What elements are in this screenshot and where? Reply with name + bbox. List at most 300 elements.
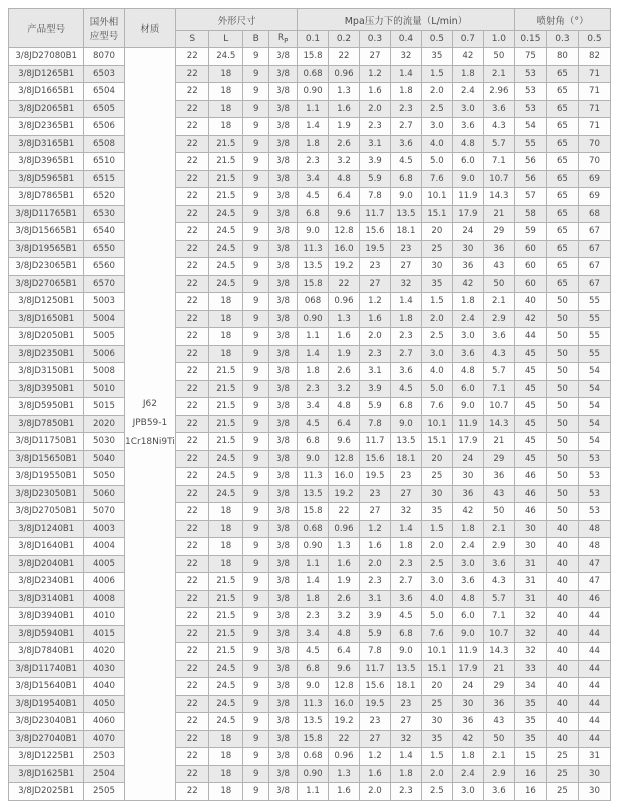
cell-flow-0.2: 9.6 <box>329 205 360 223</box>
cell-product-model: 3/8JD1665B1 <box>9 83 84 101</box>
cell-dim-l: 18 <box>209 538 243 556</box>
cell-dim-rp: 3/8 <box>269 538 298 556</box>
cell-flow-1.0: 2.9 <box>483 765 514 783</box>
cell-dim-b: 9 <box>243 328 269 346</box>
cell-dim-b: 9 <box>243 503 269 521</box>
cell-flow-0.3: 1.6 <box>359 538 390 556</box>
cell-angle-0.5: 70 <box>578 135 610 153</box>
cell-flow-0.7: 2.4 <box>452 538 483 556</box>
cell-dim-s: 22 <box>176 748 209 766</box>
cell-flow-0.7: 9.0 <box>452 170 483 188</box>
cell-product-model: 3/8JD15665B1 <box>9 223 84 241</box>
cell-angle-0.3: 65 <box>546 258 578 276</box>
cell-dim-rp: 3/8 <box>269 503 298 521</box>
cell-flow-0.7: 3.0 <box>452 555 483 573</box>
cell-dim-l: 21.5 <box>209 153 243 171</box>
cell-dim-b: 9 <box>243 783 269 801</box>
cell-flow-1.0: 7.1 <box>483 380 514 398</box>
cell-flow-0.2: 22 <box>329 730 360 748</box>
header-flow-group: Mpa压力下的流量（L/min） <box>298 9 515 31</box>
cell-flow-0.2: 1.6 <box>329 100 360 118</box>
cell-angle-0.15: 54 <box>514 118 546 136</box>
cell-flow-1.0: 36 <box>483 468 514 486</box>
cell-flow-0.5: 4.0 <box>421 363 452 381</box>
cell-flow-0.3: 2.3 <box>359 118 390 136</box>
cell-flow-0.7: 24 <box>452 678 483 696</box>
cell-flow-0.7: 6.0 <box>452 380 483 398</box>
header-material: 材质 <box>124 9 176 48</box>
cell-dim-l: 21.5 <box>209 415 243 433</box>
cell-angle-0.3: 40 <box>546 538 578 556</box>
cell-dim-rp: 3/8 <box>269 783 298 801</box>
cell-product-model: 3/8JD3165B1 <box>9 135 84 153</box>
cell-product-model: 3/8JD2025B1 <box>9 783 84 801</box>
cell-dim-l: 21.5 <box>209 590 243 608</box>
cell-dim-l: 21.5 <box>209 625 243 643</box>
cell-dim-b: 9 <box>243 415 269 433</box>
cell-angle-0.15: 32 <box>514 643 546 661</box>
table-row <box>9 660 611 678</box>
cell-angle-0.3: 50 <box>546 310 578 328</box>
cell-flow-1.0: 5.7 <box>483 135 514 153</box>
cell-dim-rp: 3/8 <box>269 485 298 503</box>
header-foreign-model-line2: 应型号 <box>89 31 119 42</box>
cell-dim-s: 22 <box>176 398 209 416</box>
cell-flow-0.1: 0.90 <box>298 83 329 101</box>
cell-angle-0.5: 46 <box>578 590 610 608</box>
cell-flow-0.5: 15.1 <box>421 205 452 223</box>
cell-flow-0.4: 2.3 <box>390 783 421 801</box>
cell-flow-0.7: 17.9 <box>452 205 483 223</box>
cell-angle-0.3: 40 <box>546 643 578 661</box>
cell-flow-0.1: 13.5 <box>298 258 329 276</box>
cell-flow-0.2: 1.9 <box>329 345 360 363</box>
cell-angle-0.5: 54 <box>578 415 610 433</box>
cell-flow-0.4: 3.6 <box>390 590 421 608</box>
product-spec-table <box>8 8 611 801</box>
cell-angle-0.3: 65 <box>546 223 578 241</box>
cell-foreign-model: 6505 <box>84 100 124 118</box>
cell-dim-s: 22 <box>176 450 209 468</box>
cell-angle-0.5: 30 <box>578 783 610 801</box>
header-group-row <box>9 9 611 31</box>
cell-flow-0.3: 15.6 <box>359 678 390 696</box>
cell-flow-0.3: 2.0 <box>359 555 390 573</box>
cell-dim-s: 22 <box>176 293 209 311</box>
table-row <box>9 345 611 363</box>
cell-product-model: 3/8JD7840B1 <box>9 643 84 661</box>
cell-dim-b: 9 <box>243 730 269 748</box>
cell-angle-0.5: 53 <box>578 468 610 486</box>
cell-flow-0.4: 1.8 <box>390 765 421 783</box>
cell-angle-0.5: 82 <box>578 48 610 66</box>
cell-angle-0.15: 31 <box>514 573 546 591</box>
cell-dim-s: 22 <box>176 608 209 626</box>
cell-dim-rp: 3/8 <box>269 590 298 608</box>
cell-flow-0.2: 0.96 <box>329 293 360 311</box>
cell-flow-0.2: 19.2 <box>329 485 360 503</box>
cell-foreign-model: 4006 <box>84 573 124 591</box>
cell-dim-rp: 3/8 <box>269 275 298 293</box>
cell-product-model: 3/8JD27040B1 <box>9 730 84 748</box>
cell-flow-0.5: 2.0 <box>421 765 452 783</box>
cell-flow-0.1: 11.3 <box>298 240 329 258</box>
cell-angle-0.15: 46 <box>514 468 546 486</box>
cell-dim-b: 9 <box>243 223 269 241</box>
cell-angle-0.15: 40 <box>514 293 546 311</box>
cell-dim-l: 21.5 <box>209 170 243 188</box>
cell-flow-0.2: 1.3 <box>329 538 360 556</box>
cell-dim-l: 24.5 <box>209 275 243 293</box>
cell-flow-0.5: 2.5 <box>421 100 452 118</box>
cell-foreign-model: 6560 <box>84 258 124 276</box>
cell-dim-l: 18 <box>209 310 243 328</box>
cell-flow-0.1: 9.0 <box>298 678 329 696</box>
cell-flow-0.2: 4.8 <box>329 625 360 643</box>
cell-flow-1.0: 43 <box>483 713 514 731</box>
cell-flow-0.1: 1.1 <box>298 783 329 801</box>
cell-flow-1.0: 21 <box>483 433 514 451</box>
cell-flow-0.7: 42 <box>452 275 483 293</box>
cell-flow-0.2: 19.2 <box>329 713 360 731</box>
cell-foreign-model: 2504 <box>84 765 124 783</box>
cell-flow-0.7: 36 <box>452 258 483 276</box>
cell-dim-rp: 3/8 <box>269 65 298 83</box>
cell-angle-0.15: 31 <box>514 590 546 608</box>
material-line: 1Cr18Ni9Ti <box>124 437 175 448</box>
cell-angle-0.5: 54 <box>578 363 610 381</box>
cell-dim-b: 9 <box>243 678 269 696</box>
cell-dim-l: 18 <box>209 748 243 766</box>
cell-flow-0.3: 1.2 <box>359 293 390 311</box>
cell-dim-s: 22 <box>176 468 209 486</box>
table-row <box>9 83 611 101</box>
cell-flow-0.4: 9.0 <box>390 643 421 661</box>
cell-dim-l: 24.5 <box>209 450 243 468</box>
cell-flow-0.4: 18.1 <box>390 678 421 696</box>
cell-dim-s: 22 <box>176 555 209 573</box>
cell-flow-0.1: 15.8 <box>298 503 329 521</box>
cell-flow-0.5: 2.5 <box>421 555 452 573</box>
cell-flow-1.0: 5.7 <box>483 363 514 381</box>
cell-flow-0.5: 20 <box>421 223 452 241</box>
cell-flow-1.0: 50 <box>483 503 514 521</box>
cell-angle-0.3: 40 <box>546 573 578 591</box>
cell-flow-1.0: 4.3 <box>483 573 514 591</box>
cell-angle-0.15: 46 <box>514 485 546 503</box>
header-angle-group: 喷射角（°） <box>514 9 610 31</box>
cell-flow-0.5: 2.0 <box>421 538 452 556</box>
cell-flow-0.3: 7.8 <box>359 188 390 206</box>
table-row <box>9 293 611 311</box>
table-row <box>9 328 611 346</box>
cell-angle-0.3: 50 <box>546 415 578 433</box>
cell-flow-0.2: 0.96 <box>329 65 360 83</box>
cell-flow-0.2: 1.3 <box>329 765 360 783</box>
cell-dim-s: 22 <box>176 135 209 153</box>
cell-product-model: 3/8JD1265B1 <box>9 65 84 83</box>
cell-flow-0.1: 6.8 <box>298 205 329 223</box>
cell-flow-0.2: 3.2 <box>329 153 360 171</box>
cell-angle-0.3: 50 <box>546 433 578 451</box>
cell-angle-0.15: 53 <box>514 83 546 101</box>
cell-flow-1.0: 43 <box>483 485 514 503</box>
cell-dim-b: 9 <box>243 48 269 66</box>
cell-angle-0.5: 44 <box>578 695 610 713</box>
cell-flow-0.3: 1.2 <box>359 65 390 83</box>
cell-flow-0.7: 42 <box>452 503 483 521</box>
cell-angle-0.15: 42 <box>514 310 546 328</box>
cell-flow-0.3: 5.9 <box>359 625 390 643</box>
cell-flow-0.4: 32 <box>390 48 421 66</box>
cell-foreign-model: 5040 <box>84 450 124 468</box>
cell-angle-0.3: 65 <box>546 188 578 206</box>
cell-dim-s: 22 <box>176 643 209 661</box>
cell-flow-0.4: 3.6 <box>390 363 421 381</box>
header-dim-b: B <box>243 31 269 48</box>
cell-dim-rp: 3/8 <box>269 573 298 591</box>
cell-angle-0.3: 80 <box>546 48 578 66</box>
cell-angle-0.3: 65 <box>546 153 578 171</box>
cell-flow-0.5: 10.1 <box>421 415 452 433</box>
cell-flow-0.7: 1.8 <box>452 65 483 83</box>
cell-flow-0.4: 27 <box>390 485 421 503</box>
cell-dim-b: 9 <box>243 293 269 311</box>
cell-angle-0.15: 45 <box>514 380 546 398</box>
cell-dim-s: 22 <box>176 100 209 118</box>
cell-flow-0.4: 4.5 <box>390 153 421 171</box>
cell-flow-0.3: 23 <box>359 258 390 276</box>
table-row <box>9 678 611 696</box>
cell-dim-rp: 3/8 <box>269 555 298 573</box>
cell-dim-l: 24.5 <box>209 660 243 678</box>
cell-flow-1.0: 2.96 <box>483 83 514 101</box>
cell-dim-s: 22 <box>176 83 209 101</box>
cell-product-model: 3/8JD7865B1 <box>9 188 84 206</box>
table-row <box>9 433 611 451</box>
cell-angle-0.15: 15 <box>514 748 546 766</box>
cell-dim-s: 22 <box>176 258 209 276</box>
header-flow-0.4: 0.4 <box>390 31 421 48</box>
cell-product-model: 3/8JD2040B1 <box>9 555 84 573</box>
cell-angle-0.5: 44 <box>578 678 610 696</box>
cell-flow-0.1: 0.68 <box>298 65 329 83</box>
cell-flow-0.7: 1.8 <box>452 748 483 766</box>
cell-flow-0.5: 30 <box>421 713 452 731</box>
cell-flow-0.3: 3.1 <box>359 363 390 381</box>
cell-flow-0.4: 32 <box>390 275 421 293</box>
cell-dim-rp: 3/8 <box>269 240 298 258</box>
cell-angle-0.5: 67 <box>578 240 610 258</box>
cell-flow-1.0: 29 <box>483 678 514 696</box>
cell-product-model: 3/8JD1625B1 <box>9 765 84 783</box>
cell-dim-l: 24.5 <box>209 48 243 66</box>
cell-foreign-model: 6515 <box>84 170 124 188</box>
cell-angle-0.15: 53 <box>514 100 546 118</box>
cell-flow-0.5: 5.0 <box>421 380 452 398</box>
cell-angle-0.5: 69 <box>578 188 610 206</box>
cell-angle-0.3: 65 <box>546 240 578 258</box>
cell-angle-0.3: 65 <box>546 100 578 118</box>
cell-angle-0.3: 65 <box>546 83 578 101</box>
cell-flow-0.4: 13.5 <box>390 660 421 678</box>
cell-flow-0.3: 23 <box>359 485 390 503</box>
cell-flow-0.5: 20 <box>421 678 452 696</box>
cell-flow-0.5: 35 <box>421 503 452 521</box>
cell-flow-1.0: 29 <box>483 450 514 468</box>
cell-flow-0.5: 1.5 <box>421 293 452 311</box>
cell-flow-0.1: 13.5 <box>298 485 329 503</box>
cell-dim-l: 18 <box>209 730 243 748</box>
cell-flow-1.0: 36 <box>483 240 514 258</box>
cell-dim-s: 22 <box>176 678 209 696</box>
cell-dim-rp: 3/8 <box>269 310 298 328</box>
cell-dim-b: 9 <box>243 310 269 328</box>
cell-flow-0.7: 24 <box>452 450 483 468</box>
cell-flow-0.4: 2.3 <box>390 100 421 118</box>
table-row <box>9 573 611 591</box>
cell-angle-0.3: 50 <box>546 468 578 486</box>
cell-flow-0.4: 27 <box>390 258 421 276</box>
cell-flow-0.5: 15.1 <box>421 660 452 678</box>
cell-product-model: 3/8JD2350B1 <box>9 345 84 363</box>
cell-dim-rp: 3/8 <box>269 328 298 346</box>
cell-flow-0.2: 6.4 <box>329 643 360 661</box>
cell-angle-0.3: 40 <box>546 590 578 608</box>
cell-flow-0.7: 4.8 <box>452 590 483 608</box>
cell-foreign-model: 4030 <box>84 660 124 678</box>
cell-angle-0.15: 60 <box>514 275 546 293</box>
cell-flow-1.0: 10.7 <box>483 170 514 188</box>
cell-flow-0.4: 32 <box>390 503 421 521</box>
cell-product-model: 3/8JD15650B1 <box>9 450 84 468</box>
cell-dim-s: 22 <box>176 660 209 678</box>
cell-angle-0.15: 56 <box>514 153 546 171</box>
cell-foreign-model: 4070 <box>84 730 124 748</box>
cell-flow-0.2: 12.8 <box>329 678 360 696</box>
cell-flow-0.5: 30 <box>421 485 452 503</box>
cell-flow-0.7: 30 <box>452 240 483 258</box>
cell-flow-0.5: 1.5 <box>421 748 452 766</box>
cell-flow-0.7: 24 <box>452 223 483 241</box>
cell-dim-b: 9 <box>243 643 269 661</box>
cell-flow-0.1: 13.5 <box>298 713 329 731</box>
cell-angle-0.3: 40 <box>546 660 578 678</box>
cell-dim-b: 9 <box>243 170 269 188</box>
cell-angle-0.5: 44 <box>578 713 610 731</box>
material-line: JPB59-1 <box>132 418 168 429</box>
cell-angle-0.5: 54 <box>578 380 610 398</box>
header-flow-0.2: 0.2 <box>329 31 360 48</box>
cell-flow-1.0: 4.3 <box>483 345 514 363</box>
cell-dim-l: 21.5 <box>209 380 243 398</box>
cell-flow-0.5: 10.1 <box>421 643 452 661</box>
cell-dim-b: 9 <box>243 398 269 416</box>
cell-flow-0.7: 3.6 <box>452 345 483 363</box>
cell-angle-0.5: 48 <box>578 538 610 556</box>
cell-dim-s: 22 <box>176 328 209 346</box>
cell-foreign-model: 6540 <box>84 223 124 241</box>
cell-flow-0.1: 11.3 <box>298 468 329 486</box>
cell-dim-b: 9 <box>243 380 269 398</box>
cell-foreign-model: 5008 <box>84 363 124 381</box>
cell-flow-0.2: 2.6 <box>329 135 360 153</box>
cell-flow-0.1: 1.1 <box>298 100 329 118</box>
cell-foreign-model: 4005 <box>84 555 124 573</box>
cell-angle-0.15: 44 <box>514 328 546 346</box>
cell-dim-rp: 3/8 <box>269 100 298 118</box>
cell-angle-0.3: 40 <box>546 520 578 538</box>
cell-flow-0.5: 7.6 <box>421 625 452 643</box>
cell-flow-0.1: 4.5 <box>298 643 329 661</box>
cell-flow-0.3: 11.7 <box>359 433 390 451</box>
cell-angle-0.3: 65 <box>546 118 578 136</box>
cell-flow-0.3: 5.9 <box>359 170 390 188</box>
cell-dim-l: 24.5 <box>209 258 243 276</box>
cell-flow-0.7: 4.8 <box>452 135 483 153</box>
cell-flow-0.4: 2.7 <box>390 573 421 591</box>
cell-angle-0.15: 45 <box>514 345 546 363</box>
cell-flow-1.0: 2.9 <box>483 310 514 328</box>
cell-flow-0.4: 1.8 <box>390 310 421 328</box>
cell-flow-0.7: 30 <box>452 468 483 486</box>
table-row <box>9 695 611 713</box>
cell-dim-s: 22 <box>176 170 209 188</box>
cell-flow-0.7: 11.9 <box>452 643 483 661</box>
cell-flow-0.1: 0.90 <box>298 310 329 328</box>
cell-flow-1.0: 3.6 <box>483 328 514 346</box>
cell-flow-0.7: 4.8 <box>452 363 483 381</box>
cell-flow-0.4: 32 <box>390 730 421 748</box>
cell-flow-0.1: 4.5 <box>298 188 329 206</box>
cell-angle-0.3: 50 <box>546 380 578 398</box>
cell-flow-0.1: 2.3 <box>298 153 329 171</box>
cell-flow-0.2: 4.8 <box>329 398 360 416</box>
cell-dim-l: 21.5 <box>209 573 243 591</box>
table-row <box>9 765 611 783</box>
cell-foreign-model: 4050 <box>84 695 124 713</box>
cell-flow-0.4: 2.7 <box>390 118 421 136</box>
cell-flow-0.1: 9.0 <box>298 223 329 241</box>
cell-foreign-model: 6520 <box>84 188 124 206</box>
cell-flow-0.2: 0.96 <box>329 748 360 766</box>
table-row <box>9 713 611 731</box>
cell-dim-rp: 3/8 <box>269 433 298 451</box>
cell-dim-l: 18 <box>209 783 243 801</box>
cell-angle-0.3: 40 <box>546 555 578 573</box>
cell-flow-0.5: 15.1 <box>421 433 452 451</box>
cell-dim-l: 18 <box>209 555 243 573</box>
cell-dim-l: 18 <box>209 345 243 363</box>
cell-flow-1.0: 14.3 <box>483 415 514 433</box>
cell-flow-1.0: 2.9 <box>483 538 514 556</box>
cell-flow-0.2: 1.9 <box>329 573 360 591</box>
cell-product-model: 3/8JD3150B1 <box>9 363 84 381</box>
cell-flow-1.0: 2.1 <box>483 293 514 311</box>
cell-product-model: 3/8JD2340B1 <box>9 573 84 591</box>
cell-dim-rp: 3/8 <box>269 678 298 696</box>
cell-flow-0.5: 3.0 <box>421 573 452 591</box>
cell-dim-rp: 3/8 <box>269 293 298 311</box>
cell-flow-0.4: 9.0 <box>390 415 421 433</box>
cell-dim-rp: 3/8 <box>269 363 298 381</box>
cell-angle-0.3: 50 <box>546 503 578 521</box>
header-angle-0.3: 0.3 <box>546 31 578 48</box>
cell-foreign-model: 6550 <box>84 240 124 258</box>
cell-dim-l: 24.5 <box>209 468 243 486</box>
cell-angle-0.3: 40 <box>546 713 578 731</box>
cell-flow-1.0: 21 <box>483 205 514 223</box>
